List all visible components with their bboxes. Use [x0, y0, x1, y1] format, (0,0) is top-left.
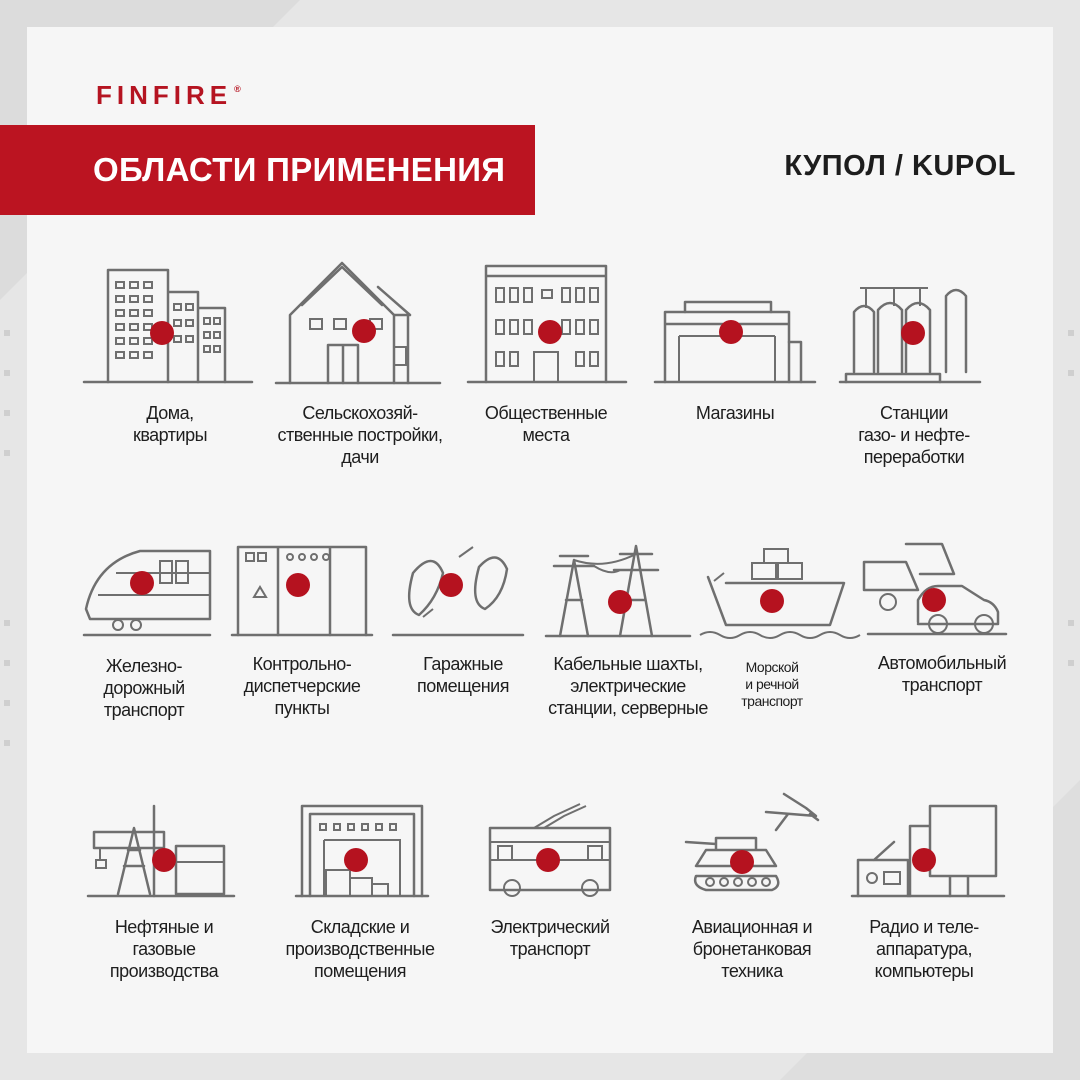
registered-mark: ®: [234, 84, 241, 94]
warehouse-icon: [296, 800, 436, 900]
label-marine: Морской и речной транспорт: [741, 659, 803, 709]
shop-icon: [655, 262, 835, 392]
tank-airplane-icon: [676, 790, 836, 900]
train-icon: [80, 543, 230, 643]
label-automobile: Автомобильный транспорт: [877, 653, 1007, 695]
label-shops: Магазины: [695, 403, 775, 423]
label-electric-transport: Электрический транспорт: [490, 917, 610, 959]
label-electronics: Радио и теле- аппаратура, компьютеры: [869, 917, 979, 981]
label-gas-stations: Станции газо- и нефте- переработки: [858, 403, 970, 467]
brand-logo: [96, 80, 241, 111]
radio-computer-icon: [848, 800, 1008, 900]
label-public-places: Общественные места: [484, 403, 608, 445]
control-cabinet-icon: [232, 543, 382, 643]
oil-rig-icon: [88, 800, 248, 900]
product-title: КУПОЛ / KUPOL: [784, 150, 1016, 182]
label-control-rooms: Контрольно- диспетчерские пункты: [243, 654, 361, 718]
cargo-ship-icon: [696, 543, 866, 643]
label-farm-buildings: Сельскохозяй- ственные постройки, дачи: [277, 403, 443, 467]
label-garages: Гаражные помещения: [416, 654, 509, 696]
public-building-icon: [466, 262, 646, 392]
section-title-banner: [0, 125, 535, 215]
trolleybus-icon: [484, 800, 624, 900]
label-oil-gas: Нефтяные и газовые производства: [109, 917, 219, 981]
garage-hoses-icon: [393, 543, 533, 643]
brand-name: FINFIRE: [96, 80, 233, 110]
label-warehouses: Складские и производственные помещения: [285, 917, 435, 981]
apartment-buildings-icon: [80, 262, 260, 392]
section-title: ОБЛАСТИ ПРИМЕНЕНИЯ: [93, 151, 506, 188]
gas-station-tanks-icon: [840, 262, 1020, 392]
label-cable-shafts: Кабельные шахты, электрические станции, серверные: [548, 654, 708, 718]
label-aviation-armor: Авиационная и бронетанковая техника: [691, 917, 813, 981]
label-railway: Железно- дорожный транспорт: [103, 656, 185, 720]
label-apartments: Дома, квартиры: [132, 403, 208, 445]
power-tower-icon: [540, 540, 700, 640]
farm-house-icon: [270, 255, 450, 385]
dump-truck-car-icon: [858, 540, 1008, 640]
